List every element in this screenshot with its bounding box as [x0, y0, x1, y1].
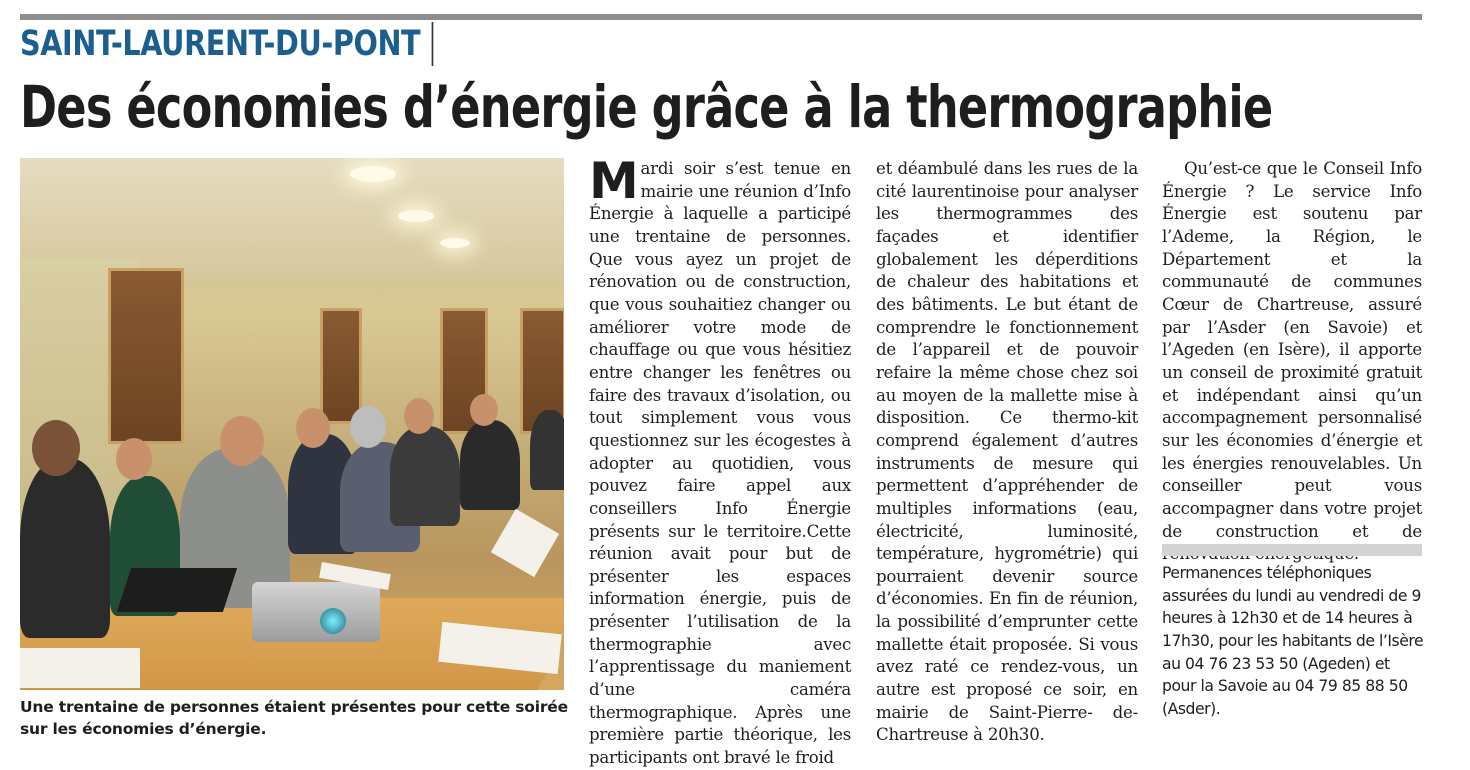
photo-person — [530, 410, 564, 490]
article-column-1 — [589, 152, 851, 770]
photo-paper — [20, 648, 140, 688]
article-column-2 — [876, 158, 1138, 747]
photo-person-head — [220, 416, 264, 466]
article-photo — [20, 158, 564, 690]
ceiling-lamp — [440, 238, 470, 248]
photo-door — [108, 268, 184, 444]
ceiling-lamp — [398, 210, 434, 222]
article-paragraph: et déambulé dans les rues de la cité laurentinoise pour analyser les thermogrammes des façades et identifier globalement les déperditions de chaleur des habitations et des bâtiments. Le but étant de comprendre le fonctionnement de l’appareil et de pouvoir refaire la même chose chez soi au moyen de la mallette mise à disposition. Ce thermo-kit comprend également d’autres instruments de mesure qui permettent d’appréhender de multiples informations (eau, électricité, luminosité, température, hygrométrie) qui pourraient devenir source d’économies. En fin de réunion, la possibilité d’emprunter cette mallette était proposée. Si vous avez raté ce rendez-vous, un autre est proposé ce soir, en mairie de Saint-Pierre- de-Chartreuse à 20h30. — [876, 159, 1138, 745]
photo-person-head — [350, 406, 386, 448]
photo-projector — [252, 582, 380, 642]
photo-person — [460, 420, 520, 510]
photo-projector-lens — [320, 608, 346, 634]
info-box: Permanences téléphoniques assurées du lundi au vendredi de 9 heures à 12h30 et de 14 heures à 17h30, pour les habitants de l’Isère au 04 76 23 53 50 (Ageden) et pour la Savoie au 04 79 85 88 50 (Asder). — [1162, 564, 1424, 718]
photo-person-head — [116, 438, 152, 480]
article-text: ardi soir s’est tenue en mairie une réunion d’Info Énergie à laquelle a participé une trentaine de personnes. Que vous ayez un projet de rénovation ou de construction, que vous souhaitiez changer ou améliorer votre mode de chauffage ou que vous hésitiez entre changer les fenêtres ou faire des travaux d’isolation, ou tout simplement vous vous questionnez sur les écogestes à adopter au quotidien, vous pouvez faire appel aux conseillers Info Énergie présents sur le territoire.Cette réunion avait pour but de présenter les espaces information énergie, puis de présenter l’utilisation de la thermographie avec l’apprentissage du maniement d’une caméra thermographique. Après une première partie théorique, les participants ont bravé le froid — [589, 159, 851, 768]
photo-paper — [491, 509, 559, 577]
photo-person — [20, 458, 110, 638]
top-rule — [20, 14, 1422, 20]
photo-person-head — [296, 408, 330, 448]
article-paragraph — [589, 152, 851, 770]
photo-laptop — [117, 568, 237, 612]
info-box-rule — [1162, 544, 1422, 556]
photo-person-head — [32, 420, 80, 476]
photo-caption: Une trentaine de personnes étaient présentes pour cette soirée sur les économies d’énergie. — [20, 698, 568, 738]
headline: Des économies d’énergie grâce à la thermographie — [20, 73, 1273, 141]
section-kicker: SAINT-LAURENT-DU-PONT — [20, 22, 433, 66]
photo-person-head — [470, 394, 498, 426]
article-column-3 — [1162, 158, 1422, 566]
article-paragraph: Qu’est-ce que le Conseil Info Énergie ? Le service Info Énergie est soutenu par l’Ademe, la Région, le Département et la communauté de communes Cœur de Chartreuse, assuré par l’Asder (en Savoie) et l’Ageden (en Isère), il apporte un conseil de proximité gratuit et indépendant ainsi qu’un accompagnement personnalisé sur les économies d’énergie et les énergies renouvelables. Un conseiller peut vous accompagner dans votre projet de construction et de — [1162, 159, 1422, 541]
photo-person — [390, 426, 460, 526]
ceiling-lamp — [350, 166, 396, 182]
photo-window — [320, 308, 362, 424]
drop-cap: M — [589, 152, 639, 210]
photo-person-head — [404, 398, 434, 434]
